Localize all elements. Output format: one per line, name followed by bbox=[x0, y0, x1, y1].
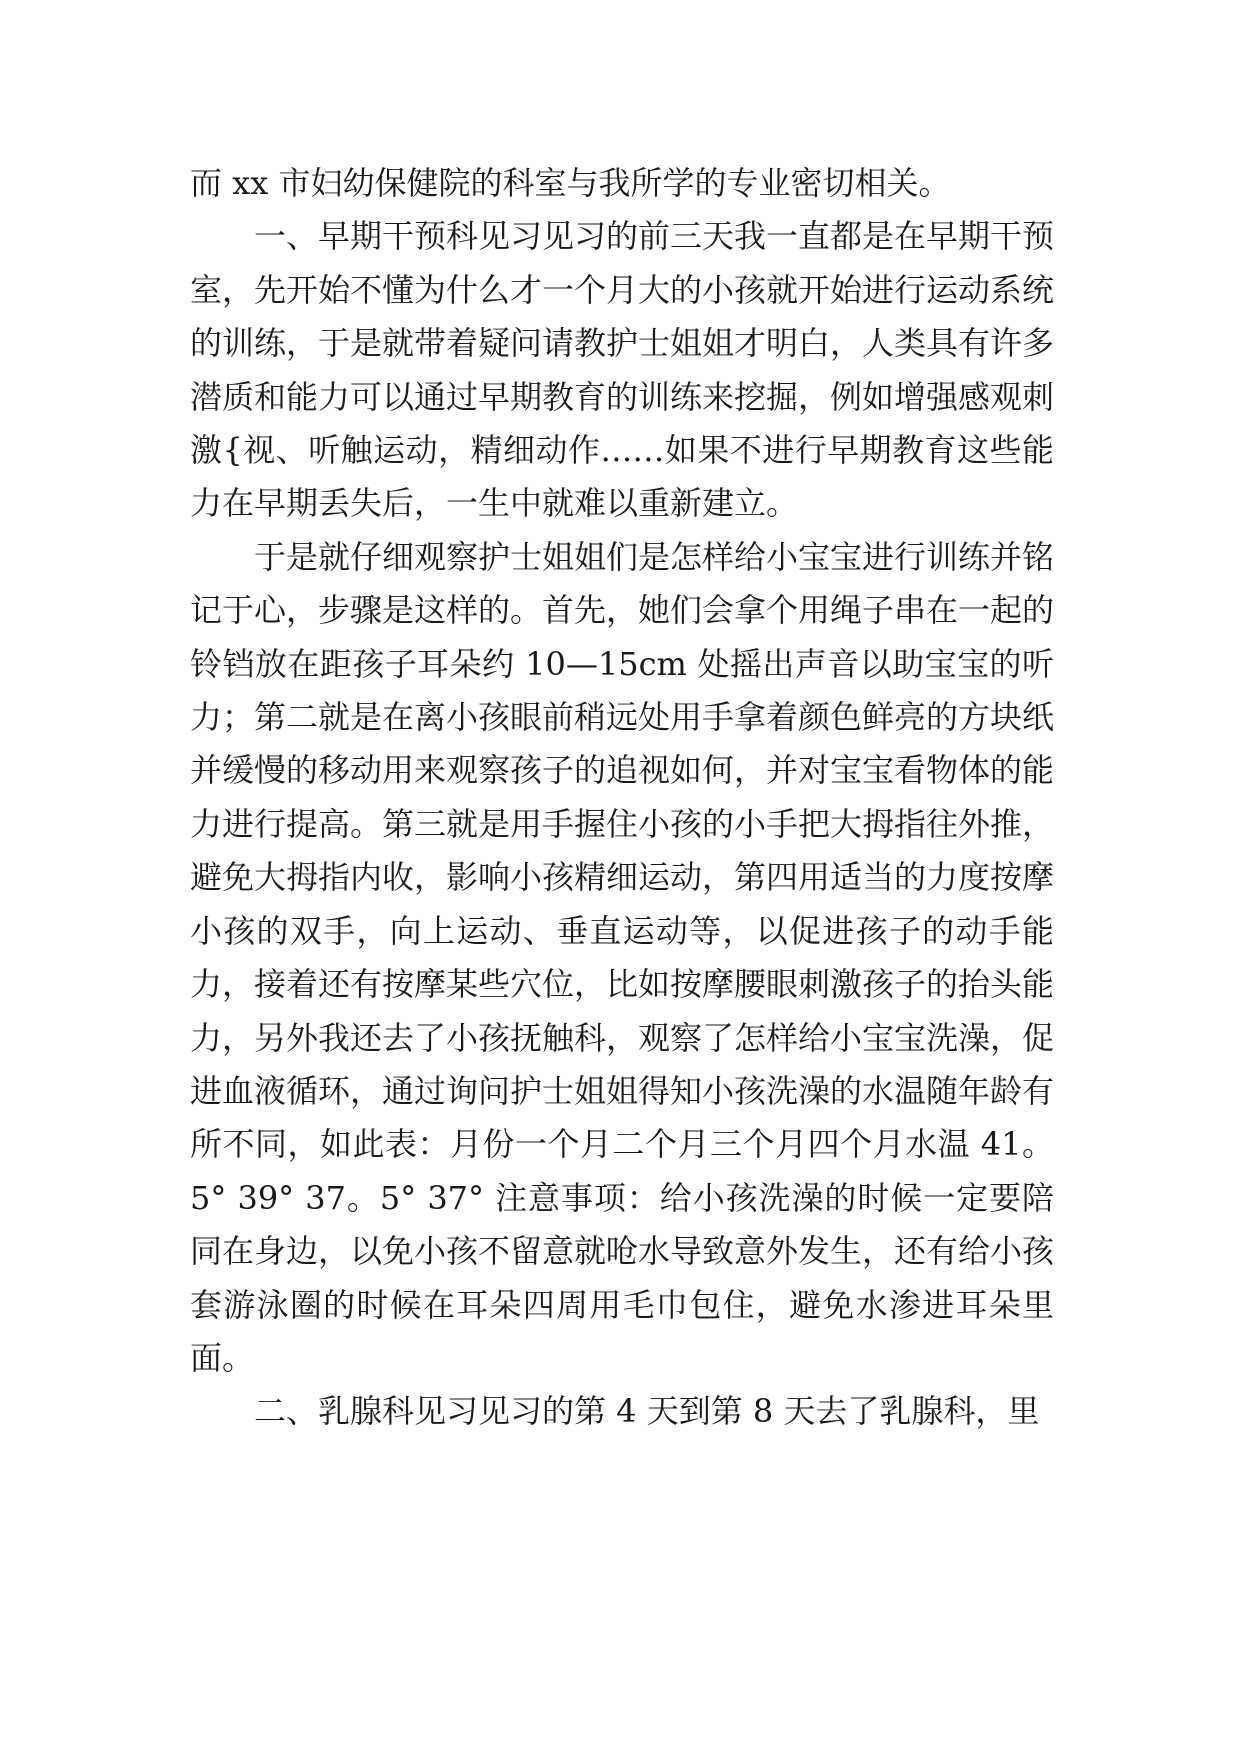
paragraph-breast-department: 二、乳腺科见习见习的第 4 天到第 8 天去了乳腺科，里 bbox=[254, 1392, 1040, 1431]
paragraph-early-intervention: 一、早期干预科见习见习的前三天我一直都是在早期干预室，先开始不懂为什么才一个月大的小孩就开始进行运动系统的训练，于是就带着疑问请教护士姐姐才明白，人类具有许多潜质和能力可以通过早期教育的训练来挖掘，例如增强感观刺激{视、听触运动，精细动作……如果不进行早期教育这些能力在早期丢失后，一生中就难以重新建立。 bbox=[190, 217, 1055, 523]
paragraph-training-steps: 于是就仔细观察护士姐姐们是怎样给小宝宝进行训练并铭记于心，步骤是这样的。首先，她们会拿个用绳子串在一起的铃铛放在距孩子耳朵约 10—15cm 处摇出声音以助宝宝的听力；第二就是在离小孩眼前稍远处用手拿着颜色鲜亮的方块纸并缓慢的移动用来观察孩子的追视如何，并对宝宝看物体的能力进行提高。第三就是用手握住小孩的小手把大拇指往外推，避免大拇指内收，影响小孩精细运动，第四用适当的力度按摩小孩的双手，向上运动、垂直运动等，以促进孩子的动手能力，接着还有按摩某些穴位，比如按摩腰眼刺激孩子的抬头能力，另外我还去了小孩抚触科，观察了怎样给小宝宝洗澡，促进血液循环，通过询问护士姐姐得知小孩洗澡的水温随年龄有所不同，如此表：月份一个月二个月三个月四个月水温 41。5° 39° 37。5° 37° 注意事项：给小孩洗澡的时候一定要陪同在身边，以免小孩不留意就呛水导致意外发生，还有给小孩套游泳圈的时候在耳朵四周用毛巾包住，避免水渗进耳朵里面。 bbox=[190, 537, 1055, 1377]
paragraph-continuation: 而 xx 市妇幼保健院的科室与我所学的专业密切相关。 bbox=[190, 164, 951, 202]
document-body bbox=[190, 157, 1054, 1439]
